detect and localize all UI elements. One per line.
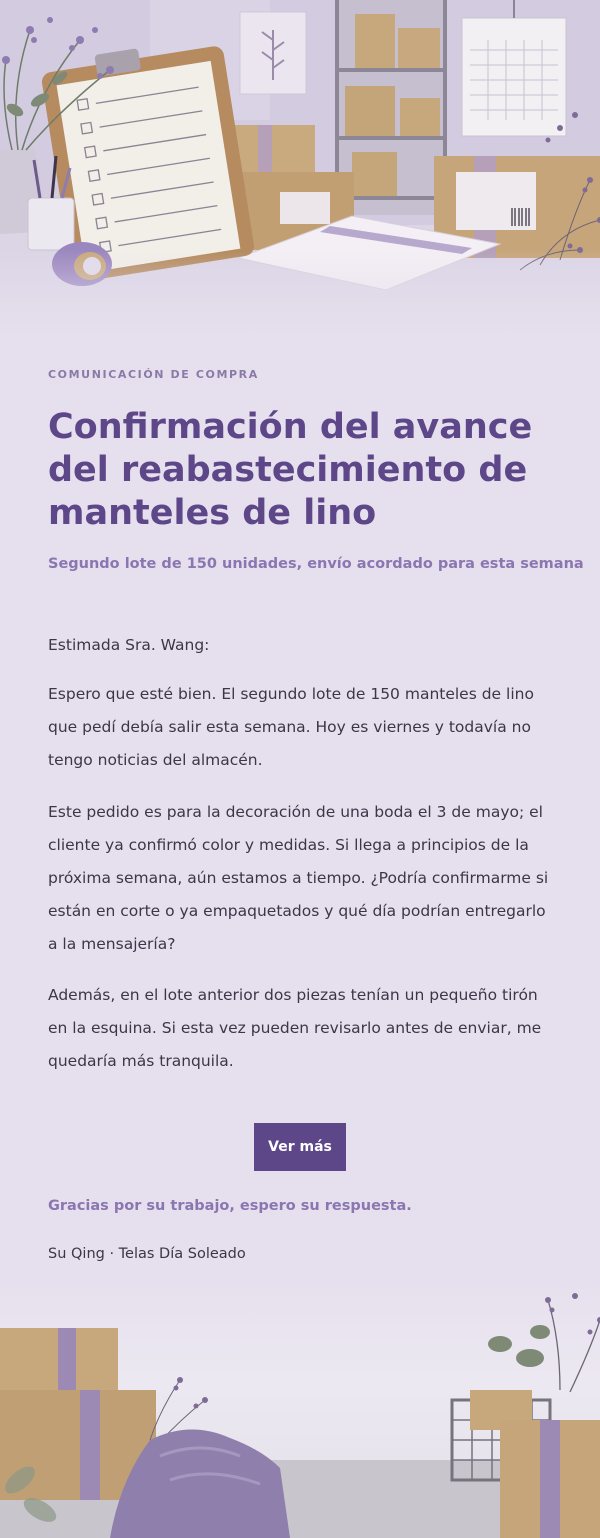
letter-paragraph-2: Este pedido es para la decoración de una boda el 3 de mayo; el cliente ya confirmó color y medidas. Si llega a principios de la próxima semana, aún estamos a tiempo. ¿Podría confirmarme si están en corte o ya empaquetados y qué día podrían entregarlo a la mensajería? xyxy=(48,803,549,953)
letter-paragraph-1: Espero que esté bien. El segundo lote de 150 manteles de lino que pedí debía salir esta semana. Hoy es viernes y todavía no tengo noticias del almacén. xyxy=(48,685,534,769)
eyebrow-label: COMUNICACIÓN DE COMPRA xyxy=(48,368,259,381)
signature: Su Qing · Telas Día Soleado xyxy=(48,1246,246,1262)
footer-illustration xyxy=(0,1280,600,1538)
boxes-and-linen-illustration xyxy=(0,1280,600,1538)
letter-greeting: Estimada Sra. Wang: xyxy=(48,636,210,654)
ver-mas-button[interactable]: Ver más xyxy=(254,1123,346,1171)
closing-line: Gracias por su trabajo, espero su respuesta. xyxy=(48,1198,412,1214)
hero-illustration xyxy=(0,0,600,340)
page-subtitle: Segundo lote de 150 unidades, envío acordado para esta semana xyxy=(48,556,584,572)
page-title: Confirmación del avance del reabastecimiento de manteles de lino xyxy=(48,407,533,533)
letter-paragraph-3: Además, en el lote anterior dos piezas tenían un pequeño tirón en la esquina. Si esta vez pueden revisarlo antes de enviar, me quedaría más tranquila. xyxy=(48,986,542,1070)
